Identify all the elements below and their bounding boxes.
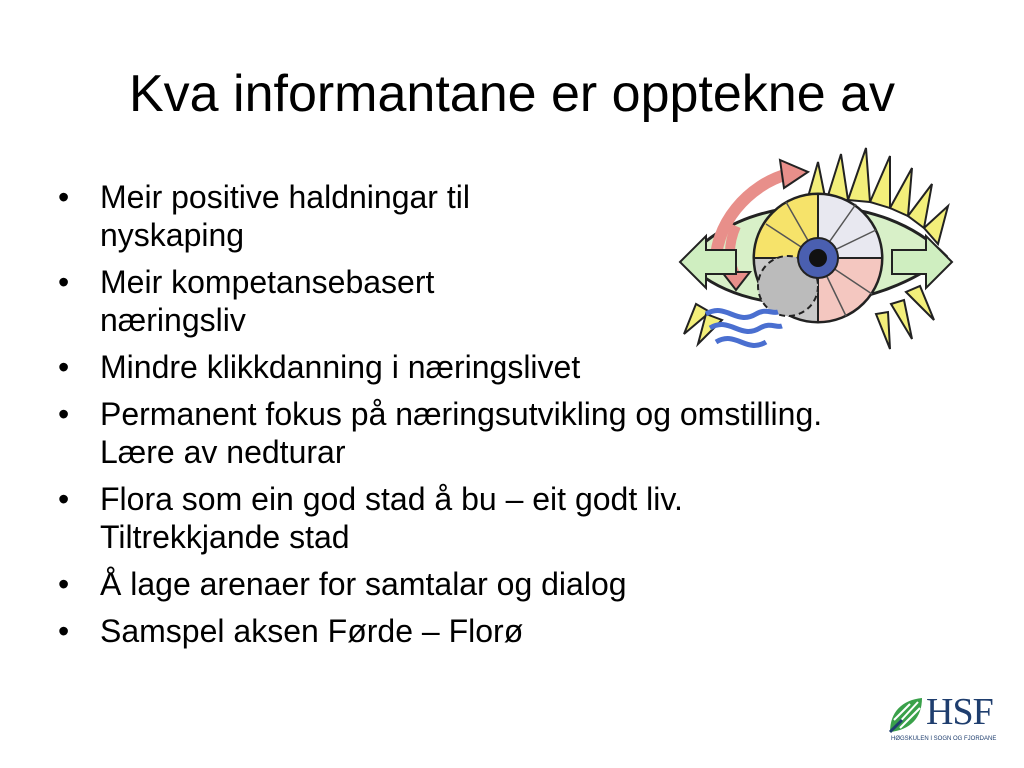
hsf-logo-subtitle: HØGSKULEN I SOGN OG FJORDANE: [891, 736, 997, 742]
bullet-dot: •: [58, 613, 70, 649]
hsf-logo: [888, 691, 1008, 750]
list-item: [58, 612, 858, 650]
bullet-dot: •: [58, 264, 70, 300]
list-item: [58, 565, 858, 603]
hsf-logo-letters: HSF: [926, 691, 993, 733]
bullet-dot: •: [58, 396, 70, 432]
bullet-dot: •: [58, 481, 70, 517]
bullet-dot: •: [58, 179, 70, 215]
list-item: [58, 480, 858, 556]
bullet-dot: •: [58, 349, 70, 385]
bullet-text: Mindre klikkdanning i næringslivet: [100, 349, 581, 385]
bullet-text: Flora som ein god stad å bu – eit godt liv. Tiltrekkjande stad: [100, 481, 683, 555]
slide-title: Kva informantane er opptekne av: [128, 65, 896, 123]
bullet-text: Meir positive haldningar til nyskaping: [100, 179, 470, 253]
bullet-dot: •: [58, 566, 70, 602]
bullet-text: Permanent fokus på næringsutvikling og omstilling. Lære av nedturar: [100, 396, 823, 470]
list-item: [58, 395, 858, 471]
hsf-leaf-icon: [888, 696, 924, 734]
bullet-text: Å lage arenaer for samtalar og dialog: [100, 566, 627, 602]
bullet-text: Meir kompetansebasert næringsliv: [100, 264, 435, 338]
bullet-text: Samspel aksen Førde – Florø: [100, 613, 524, 649]
eye-cycle-illustration-icon: [676, 144, 956, 360]
